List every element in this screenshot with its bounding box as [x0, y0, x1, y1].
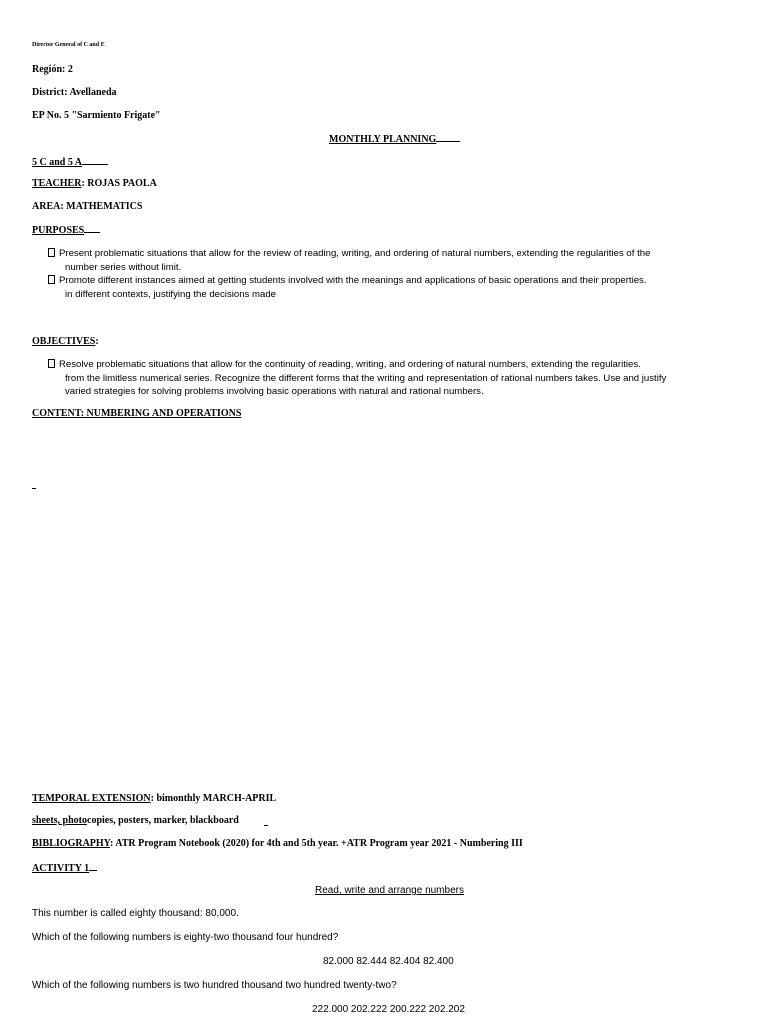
purposes-underline — [84, 223, 100, 233]
activity-line-1: This number is called eighty thousand: 80,000. — [32, 908, 239, 919]
materials-underlined: sheets, photo — [32, 815, 88, 826]
materials-line — [32, 815, 239, 826]
page-title — [329, 132, 460, 145]
bullet-box-icon — [48, 359, 55, 368]
stray-underline-mark — [32, 488, 36, 489]
bullet-box-icon — [48, 248, 55, 257]
objectives-heading — [32, 336, 99, 347]
region-line: Región: 2 — [32, 64, 73, 75]
objective-item-1 — [48, 359, 641, 370]
activity-options-2: 222.000 202.222 200.222 202.202 — [312, 1004, 465, 1015]
purposes-heading — [32, 223, 100, 236]
activity-question-1: Which of the following numbers is eighty-two thousand four hundred? — [32, 932, 339, 943]
bibliography-line — [32, 838, 523, 849]
activity-heading — [32, 861, 97, 874]
materials-rest: copies, posters, marker, blackboard — [87, 815, 239, 826]
purpose-item-1-text: Present problematic situations that allow for the review of reading, writing, and ordering of natural numbers, extending the regularities of the — [59, 248, 651, 259]
grades-line — [32, 155, 108, 168]
school-line: EP No. 5 "Sarmiento Frigate" — [32, 110, 161, 121]
purposes-heading-text: PURPOSES — [32, 225, 85, 236]
activity-subtitle: Read, write and arrange numbers — [315, 885, 464, 896]
bullet-box-icon — [48, 275, 55, 284]
bibliography-label: BIBLIOGRAPHY — [32, 838, 110, 849]
materials-stray-mark — [264, 825, 268, 826]
title-underline — [436, 132, 460, 142]
content-label: CONTENT: — [32, 408, 85, 419]
purpose-item-2-text: Promote different instances aimed at getting students involved with the meanings and applications of basic operations and their properties. — [59, 275, 647, 286]
objective-item-1-cont1: from the limitless numerical series. Recognize the different forms that the writing and representation of rational numbers takes. Use and justify — [65, 373, 667, 384]
temporal-value: : bimonthly MARCH-APRIL — [150, 793, 277, 804]
district-line: District: Avellaneda — [32, 87, 117, 98]
teacher-label: TEACHER — [32, 178, 82, 189]
teacher-line — [32, 178, 157, 189]
activity-question-2: Which of the following numbers is two hundred thousand two hundred twenty-two? — [32, 980, 397, 991]
purpose-item-2 — [48, 275, 647, 286]
grades-underline — [82, 155, 108, 165]
teacher-value: : ROJAS PAOLA — [81, 178, 157, 189]
director-line: Director General of C and E — [32, 42, 105, 48]
content-value: NUMBERING AND OPERATIONS — [84, 408, 242, 419]
purpose-item-1-cont: number series without limit. — [65, 262, 182, 273]
objective-item-1-cont2: varied strategies for solving problems involving basic operations with natural and rational numbers. — [65, 386, 484, 397]
objectives-heading-text: OBJECTIVES — [32, 336, 96, 347]
objective-item-1-text: Resolve problematic situations that allow for the continuity of reading, writing, and ordering of natural numbers, extending the regularities. — [59, 359, 641, 370]
temporal-label: TEMPORAL EXTENSION — [32, 793, 151, 804]
purpose-item-1 — [48, 248, 650, 259]
activity-underline — [89, 861, 97, 871]
temporal-line — [32, 793, 276, 804]
bibliography-value: : ATR Program Notebook (2020) for 4th and 5th year. +ATR Program year 2021 - Numbering III — [109, 838, 523, 849]
objectives-colon: : — [95, 336, 99, 347]
activity-options-1: 82.000 82.444 82.404 82.400 — [323, 956, 454, 967]
page-title-text: MONTHLY PLANNING — [329, 134, 437, 145]
grades-text: 5 C and 5 A — [32, 157, 83, 168]
purpose-item-2-cont: in different contexts, justifying the decisions made — [65, 289, 277, 300]
area-line: AREA: MATHEMATICS — [32, 201, 143, 212]
content-line — [32, 408, 241, 419]
activity-heading-text: ACTIVITY 1 — [32, 863, 90, 874]
